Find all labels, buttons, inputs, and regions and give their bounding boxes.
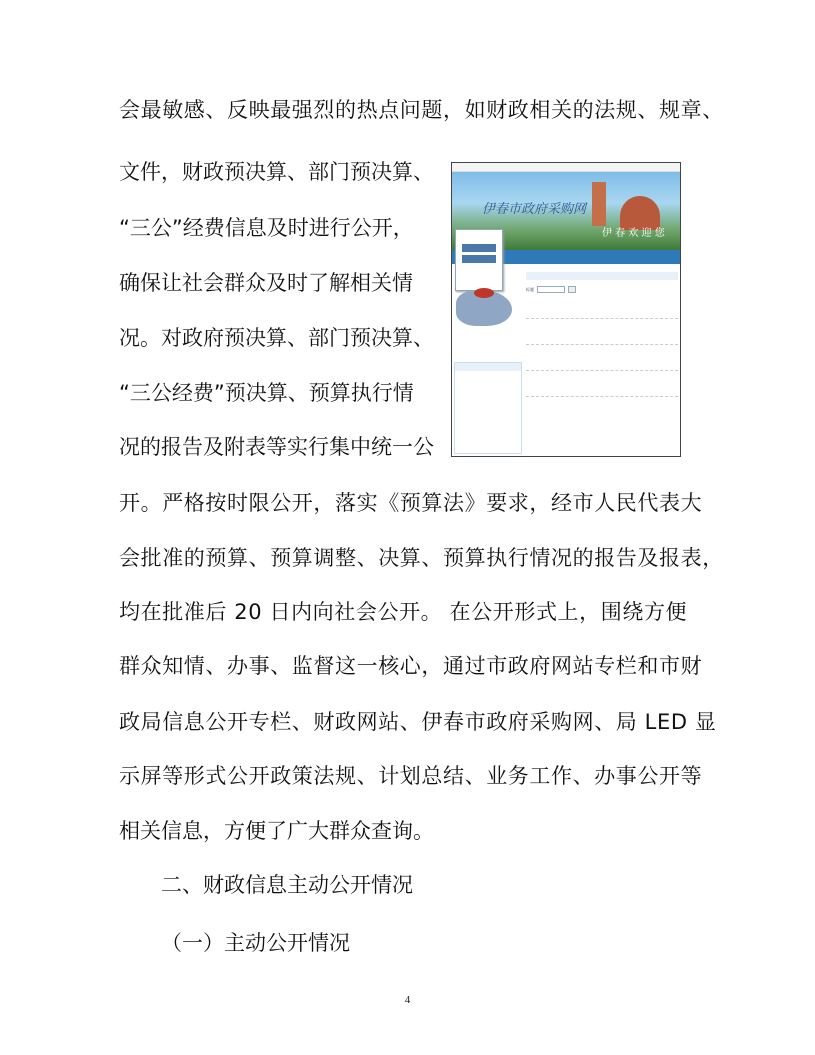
figure-topbar — [452, 163, 680, 172]
figure-list-row — [526, 335, 678, 345]
text-line: 会最敏感、反映最强烈的热点问题，如财政相关的法规、规章、 — [119, 98, 724, 122]
figure-popup-header — [456, 230, 502, 234]
figure-list-row — [526, 387, 678, 397]
text-line: 况。对政府预决算、部门预决算、 — [119, 326, 434, 350]
figure-banner-welcome: 伊 春 欢 迎 您 — [602, 228, 665, 239]
text-line: 开。严格按时限公开，落实《预算法》要求，经市人民代表大 — [119, 491, 703, 515]
figure-building — [592, 182, 606, 226]
figure-popup-button — [462, 244, 496, 252]
text-line: 均在批准后 20 日内向社会公开。 在公开形式上，围绕方便 — [119, 600, 688, 624]
text-line: 示屏等形式公开政策法规、计划总结、业务工作、办事公开等 — [119, 764, 703, 788]
section-heading: 二、财政信息主动公开情况 — [161, 873, 413, 897]
website-screenshot-figure — [451, 162, 681, 457]
text-line: 政局信息公开专栏、财政网站、伊春市政府采购网、局 LED 显 — [119, 710, 717, 734]
page-number: 4 — [404, 994, 411, 1006]
text-line: 确保让社会群众及时了解相关情 — [119, 271, 413, 295]
figure-search-button — [568, 286, 576, 293]
figure-right-column — [526, 264, 678, 456]
figure-list-row — [526, 309, 678, 319]
text-line: “三公经费”预决算、预算执行情 — [119, 381, 414, 405]
figure-left-box — [454, 362, 522, 454]
figure-list-row — [526, 361, 678, 371]
figure-breadcrumb — [526, 272, 678, 280]
text-line: 况的报告及附表等实行集中统一公 — [119, 435, 434, 459]
figure-popup-button — [462, 255, 496, 263]
text-line: 文件，财政预决算、部门预决算、 — [119, 160, 434, 184]
figure-left-box-header — [455, 363, 521, 371]
figure-search-input — [537, 286, 565, 293]
text-line: 相关信息，方便了广大群众查询。 — [119, 819, 434, 843]
text-line: 群众知情、办事、监督这一核心，通过市政府网站专栏和市财 — [119, 654, 703, 678]
subsection-heading: （一）主动公开情况 — [161, 931, 350, 955]
figure-left-column — [452, 264, 524, 456]
figure-map-marker — [474, 288, 494, 298]
figure-search — [526, 286, 678, 293]
text-line: 会批准的预算、预算调整、决算、预算执行情况的报告及报表， — [119, 546, 724, 570]
figure-banner-title: 伊春市政府采购网 — [482, 202, 587, 217]
figure-search-label: 标题 — [526, 286, 534, 292]
text-line: “三公”经费信息及时进行公开， — [119, 216, 414, 240]
